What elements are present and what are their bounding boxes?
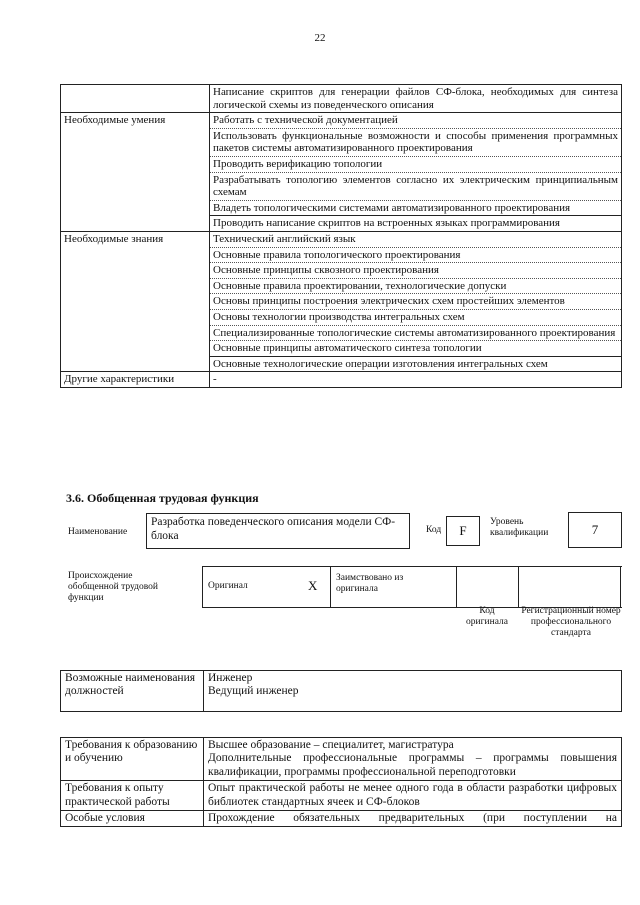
- code-value-box: F: [446, 516, 480, 546]
- qualification-level-box: 7: [568, 512, 622, 548]
- knowledge-item: Основные технологические операции изготовления интегральных схем: [210, 356, 622, 372]
- origin-label: Происхождение обобщенной трудовой функции: [68, 571, 158, 603]
- positions-table: [60, 670, 622, 712]
- qualification-level-label: Уровень квалификации: [490, 517, 549, 538]
- education-label: Требования к образованию и обучению: [61, 738, 204, 781]
- knowledge-label: Необходимые знания: [61, 231, 210, 247]
- knowledge-item: Основные правила топологического проектирования: [210, 247, 622, 263]
- knowledge-item: Основы принципы построения электрических схем простейших элементов: [210, 294, 622, 310]
- requirements-table: [60, 737, 622, 827]
- positions-values: [204, 671, 622, 712]
- experience-value: Опыт практической работы не менее одного года в области разработки цифровых библиотек стандартных ячеек и СФ-блоков: [204, 781, 622, 811]
- position-item: Инженер: [208, 672, 253, 684]
- position-item: Ведущий инженер: [208, 685, 299, 697]
- experience-label: Требования к опыту практической работы: [61, 781, 204, 811]
- skill-item: Работать с технической документацией: [210, 113, 622, 129]
- special-conditions-value: Прохождение обязательных предварительных (при поступлении на: [204, 811, 622, 827]
- education-values: [204, 738, 622, 781]
- positions-label: Возможные наименования должностей: [61, 671, 204, 712]
- page-number: 22: [314, 32, 326, 44]
- other-characteristics-value: -: [210, 372, 622, 388]
- borrowed-label: Заимствовано из оригинала: [336, 573, 404, 594]
- function-name-box: Разработка поведенческого описания модели СФ-блока: [146, 513, 410, 549]
- knowledge-item: Специализированные топологические системы автоматизированного проектирования: [210, 325, 622, 341]
- empty-label-cell: [61, 85, 210, 113]
- skill-item: Использовать функциональные возможности и способы применения программных пакетов системы автоматизированного проектирования: [210, 128, 622, 156]
- skill-item: Проводить написание скриптов на встроенных языках программирования: [210, 216, 622, 232]
- original-label: Оригинал: [208, 581, 248, 591]
- knowledge-item: Основные принципы автоматического синтеза топологии: [210, 341, 622, 357]
- skills-knowledge-table: [60, 84, 622, 388]
- knowledge-item: Основные правила проектировании, технологические допуски: [210, 278, 622, 294]
- other-characteristics-label: Другие характеристики: [61, 372, 210, 388]
- education-item: Дополнительные профессиональные программы – программы повышения квалификации, программы профессиональной переподготовки: [208, 752, 617, 778]
- code-label: Код: [426, 525, 442, 535]
- code-original-label: Код оригинала: [466, 606, 508, 627]
- reg-number-label: Регистрационный номер профессионального стандарта: [521, 606, 621, 638]
- skill-item: Проводить верификацию топологии: [210, 156, 622, 172]
- education-item: Высшее образование – специалитет, магистратура: [208, 739, 454, 751]
- section-title: 3.6. Обобщенная трудовая функция: [66, 491, 259, 505]
- origin-row: [202, 566, 622, 608]
- knowledge-item: Технический английский язык: [210, 231, 622, 247]
- original-mark: X: [308, 578, 318, 593]
- knowledge-item: Основы технологии производства интегральных схем: [210, 309, 622, 325]
- name-label: Наименование: [68, 527, 128, 537]
- skills-label: Необходимые умения: [61, 113, 210, 129]
- special-conditions-label: Особые условия: [61, 811, 204, 827]
- skill-item: Разрабатывать топологию элементов согласно их электрическим принципиальным схемам: [210, 172, 622, 200]
- lead-action-cell: Написание скриптов для генерации файлов СФ-блока, необходимых для синтеза логической схемы из поведенческого описания: [210, 85, 622, 113]
- skill-item: Владеть топологическими системами автоматизированного проектирования: [210, 200, 622, 216]
- knowledge-item: Основные принципы сквозного проектирования: [210, 263, 622, 279]
